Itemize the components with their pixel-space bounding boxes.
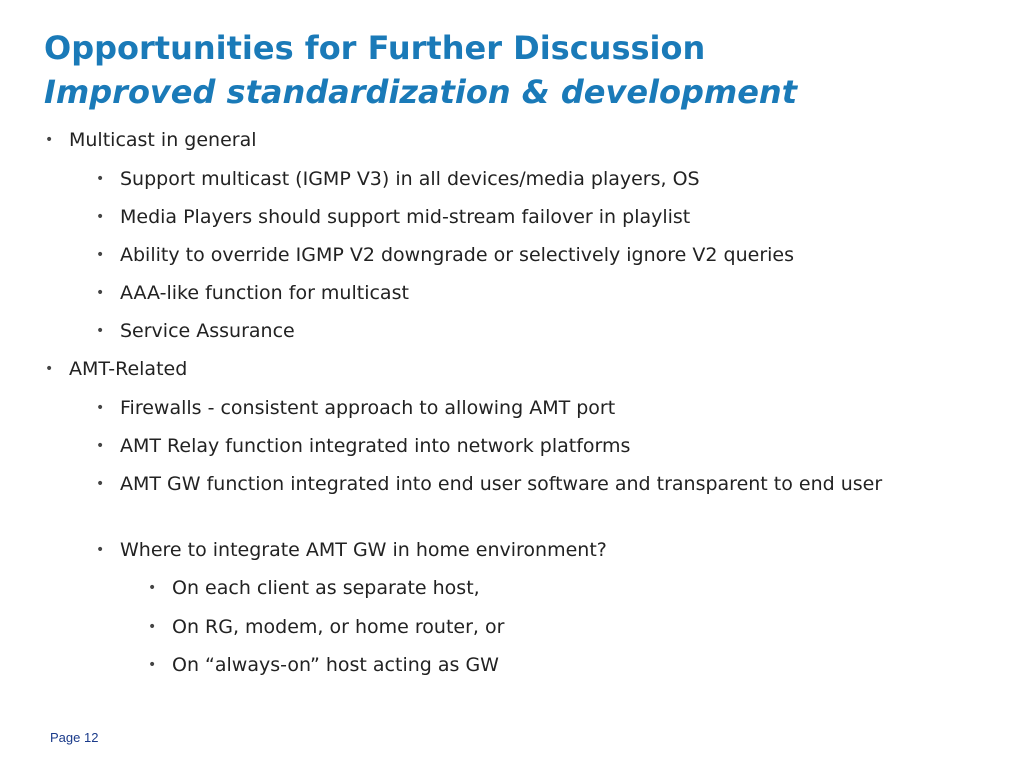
- page-number: Page 12: [50, 730, 99, 745]
- bullet-marker: •: [148, 657, 157, 673]
- bullet-text: Support multicast (IGMP V3) in all devices/media players, OS: [120, 168, 700, 190]
- bullet-each-client: [148, 575, 480, 601]
- bullet-text: Multicast in general: [69, 129, 257, 151]
- bullet-marker: •: [96, 476, 105, 492]
- bullet-text: AMT Relay function integrated into network platforms: [120, 435, 631, 457]
- bullet-multicast-general: [45, 127, 257, 153]
- bullet-amt-gw-function: [96, 471, 940, 497]
- bullet-text: On “always-on” host acting as GW: [172, 654, 499, 676]
- bullet-marker: •: [96, 285, 105, 301]
- bullet-amt-related: [45, 356, 188, 382]
- bullet-marker: •: [96, 542, 105, 558]
- bullet-text: On RG, modem, or home router, or: [172, 616, 505, 638]
- bullet-text: Firewalls - consistent approach to allowing AMT port: [120, 397, 616, 419]
- bullet-text: Media Players should support mid-stream failover in playlist: [120, 206, 691, 228]
- bullet-text: Ability to override IGMP V2 downgrade or selectively ignore V2 queries: [120, 244, 794, 266]
- bullet-text: AMT-Related: [69, 358, 188, 380]
- bullet-marker: •: [96, 247, 105, 263]
- bullet-service-assurance: [96, 318, 295, 344]
- bullet-text: Service Assurance: [120, 320, 295, 342]
- bullet-support-igmp-v3: [96, 166, 700, 192]
- bullet-marker: •: [96, 171, 105, 187]
- slide-subtitle: Improved standardization & development: [44, 73, 797, 111]
- bullet-marker: •: [45, 132, 54, 148]
- bullet-marker: •: [96, 438, 105, 454]
- bullet-amt-relay: [96, 433, 631, 459]
- bullet-text: AMT GW function integrated into end user software and transparent to end user: [120, 473, 883, 495]
- bullet-midstream-failover: [96, 204, 691, 230]
- bullet-marker: •: [96, 400, 105, 416]
- bullet-marker: •: [96, 323, 105, 339]
- bullet-marker: •: [96, 209, 105, 225]
- slide-title: Opportunities for Further Discussion: [44, 29, 706, 67]
- bullet-aaa-multicast: [96, 280, 409, 306]
- bullet-override-igmp-v2: [96, 242, 794, 268]
- bullet-text: Where to integrate AMT GW in home environment?: [120, 539, 607, 561]
- bullet-firewalls: [96, 395, 616, 421]
- bullet-marker: •: [148, 619, 157, 635]
- bullet-where-integrate-amt-gw: [96, 537, 607, 563]
- bullet-marker: •: [45, 361, 54, 377]
- bullet-always-on-host: [148, 652, 499, 678]
- bullet-marker: •: [148, 580, 157, 596]
- bullet-text: AAA-like function for multicast: [120, 282, 409, 304]
- bullet-text: On each client as separate host,: [172, 577, 480, 599]
- bullet-rg-modem-router: [148, 614, 505, 640]
